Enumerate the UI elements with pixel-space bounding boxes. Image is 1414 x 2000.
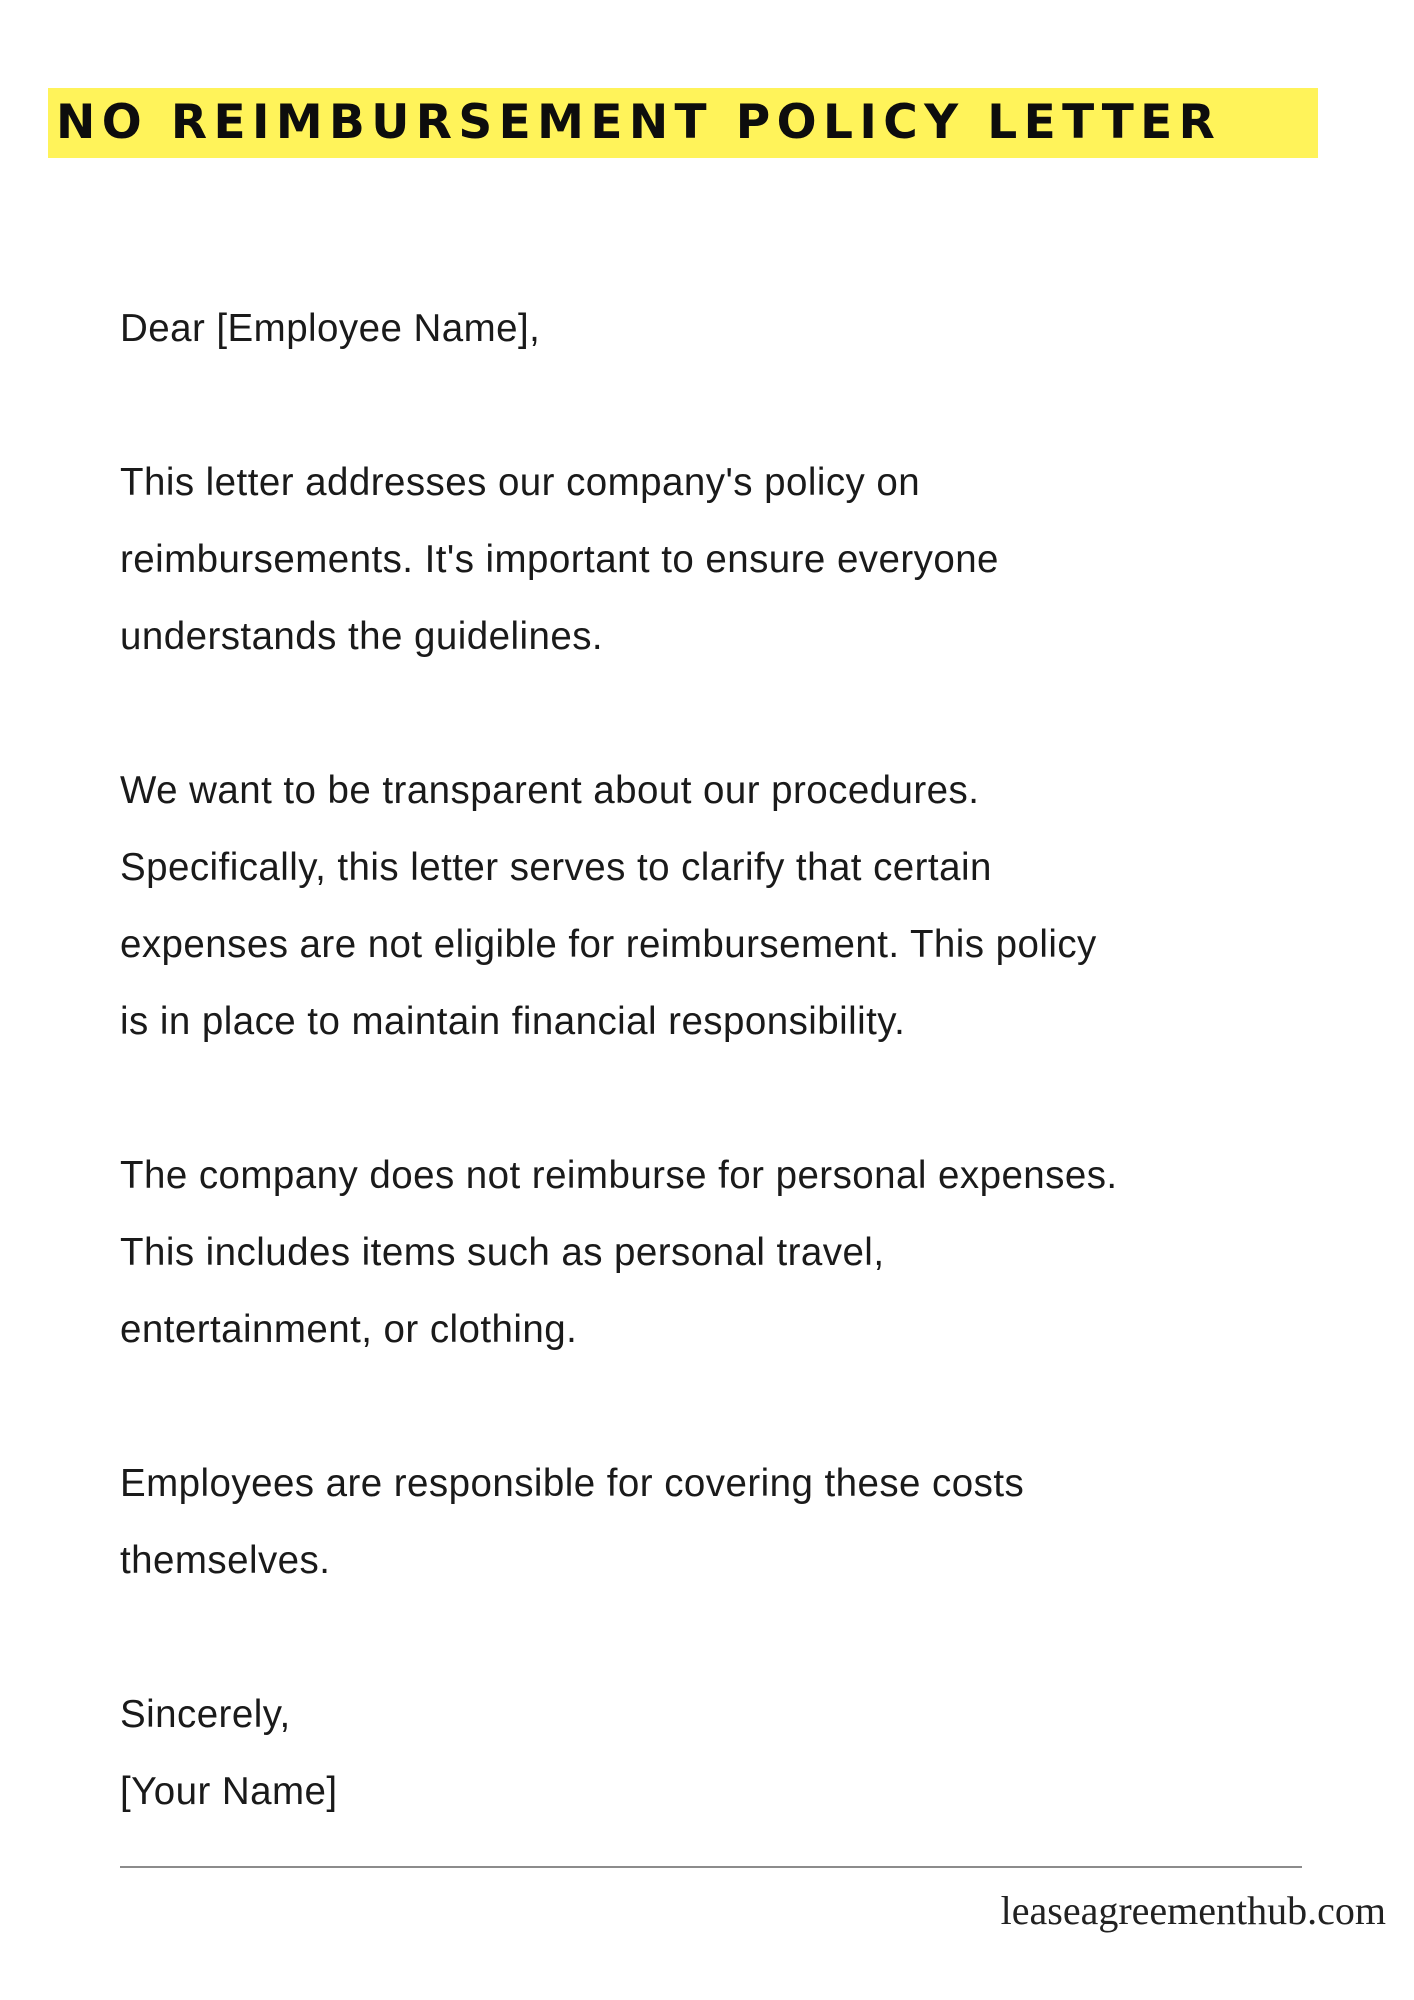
paragraph-line: understands the guidelines. bbox=[120, 615, 604, 658]
paragraph-line: entertainment, or clothing. bbox=[120, 1308, 578, 1351]
paragraph-line: We want to be transparent about our procedures. bbox=[120, 769, 980, 812]
sign-off bbox=[120, 1676, 1340, 1830]
closing-text: Sincerely, bbox=[120, 1693, 291, 1736]
signature-placeholder: [Your Name] bbox=[120, 1770, 338, 1813]
paragraph-line: This includes items such as personal travel, bbox=[120, 1231, 885, 1274]
page-title: NO REIMBURSEMENT POLICY LETTER bbox=[56, 95, 1222, 150]
paragraph-line: Employees are responsible for covering these costs bbox=[120, 1462, 1025, 1505]
footer-website: leaseagreementhub.com bbox=[1000, 1888, 1386, 1933]
salutation-text: Dear [Employee Name], bbox=[120, 307, 541, 350]
paragraph-1 bbox=[120, 444, 1340, 675]
paragraph-4 bbox=[120, 1445, 1340, 1599]
paragraph-line: Specifically, this letter serves to clarify that certain bbox=[120, 846, 992, 889]
paragraph-2 bbox=[120, 752, 1340, 1060]
paragraph-line: The company does not reimburse for personal expenses. bbox=[120, 1154, 1118, 1197]
paragraph-line: This letter addresses our company's policy on bbox=[120, 461, 921, 504]
paragraph-line: themselves. bbox=[120, 1539, 331, 1582]
footer-divider bbox=[120, 1866, 1302, 1868]
paragraph-line: expenses are not eligible for reimbursement. This policy bbox=[120, 923, 1097, 966]
letter-body bbox=[120, 290, 1340, 1830]
paragraph-line: reimbursements. It's important to ensure everyone bbox=[120, 538, 999, 581]
paragraph-3 bbox=[120, 1137, 1340, 1368]
paragraph-line: is in place to maintain financial responsibility. bbox=[120, 1000, 906, 1043]
salutation bbox=[120, 290, 1340, 367]
